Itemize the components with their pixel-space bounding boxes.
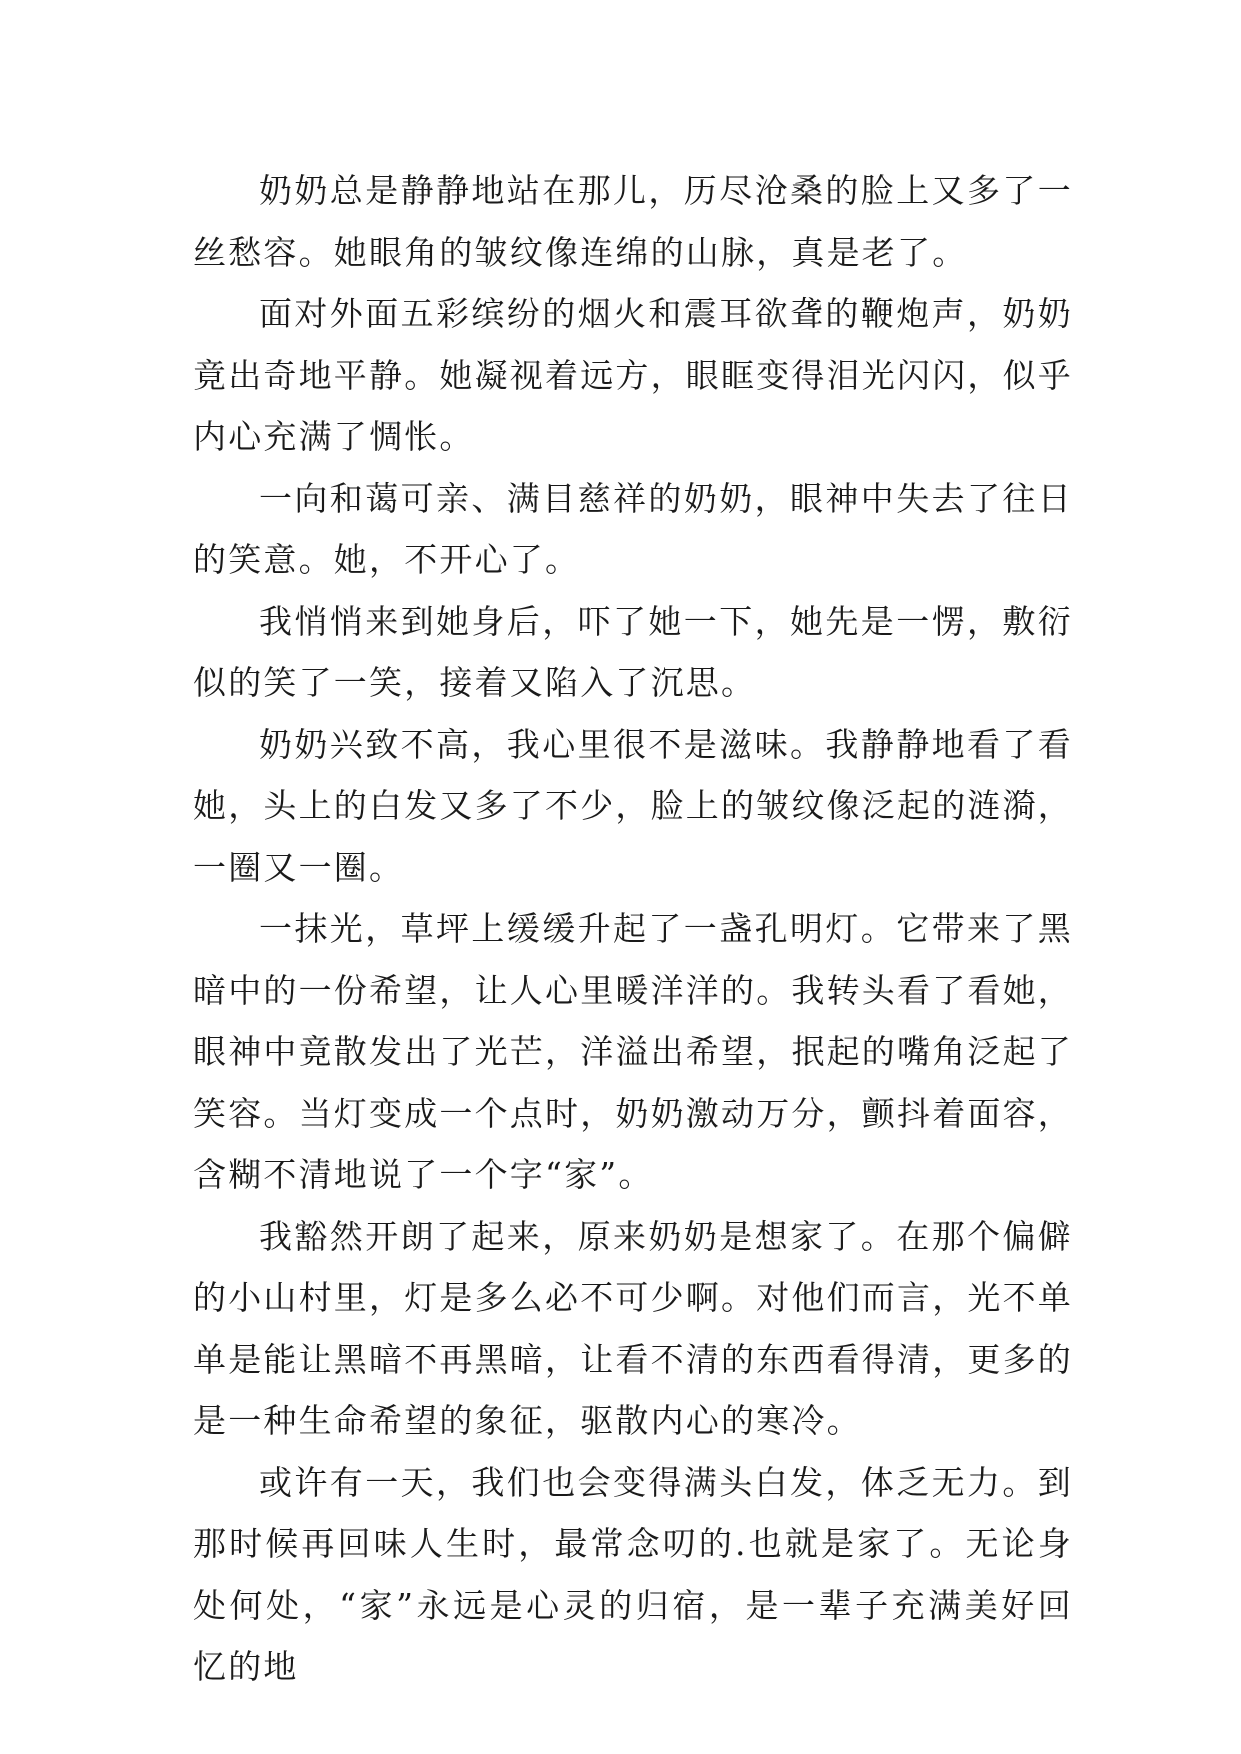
paragraph-5: 奶奶兴致不高，我心里很不是滋味。我静静地看了看她，头上的白发又多了不少，脸上的皱纹像泛起的涟漪，一圈又一圈。	[193, 724, 1073, 887]
paragraph-7: 我豁然开朗了起来，原来奶奶是想家了。在那个偏僻的小山村里，灯是多么必不可少啊。对他们而言，光不单单是能让黑暗不再黑暗，让看不清的东西看得清，更多的是一种生命希望的象征，驱散内心的寒冷。	[193, 1216, 1073, 1440]
paragraph-1: 奶奶总是静静地站在那儿，历尽沧桑的脸上又多了一丝愁容。她眼角的皱纹像连绵的山脉，真是老了。	[193, 171, 1073, 272]
paragraph-8: 或许有一天，我们也会变得满头白发，体乏无力。到那时候再回味人生时，最常念叨的.也就是家了。无论身处何处，“家”永远是心灵的归宿，是一辈子充满美好回忆的地	[193, 1462, 1073, 1686]
paragraph-6: 一抹光，草坪上缓缓升起了一盏孔明灯。它带来了黑暗中的一份希望，让人心里暖洋洋的。我转头看了看她，眼神中竟散发出了光芒，洋溢出希望，抿起的嘴角泛起了笑容。当灯变成一个点时，奶奶激动万分，颤抖着面容，含糊不清地说了一个字“家”。	[193, 909, 1073, 1194]
essay-body	[193, 160, 1073, 1698]
paragraph-4: 我悄悄来到她身后，吓了她一下，她先是一愣，敷衍似的笑了一笑，接着又陷入了沉思。	[193, 601, 1073, 702]
paragraph-3: 一向和蔼可亲、满目慈祥的奶奶，眼神中失去了往日的笑意。她，不开心了。	[193, 478, 1073, 579]
paragraph-2: 面对外面五彩缤纷的烟火和震耳欲聋的鞭炮声，奶奶竟出奇地平静。她凝视着远方，眼眶变得泪光闪闪，似乎内心充满了惆怅。	[193, 294, 1073, 456]
